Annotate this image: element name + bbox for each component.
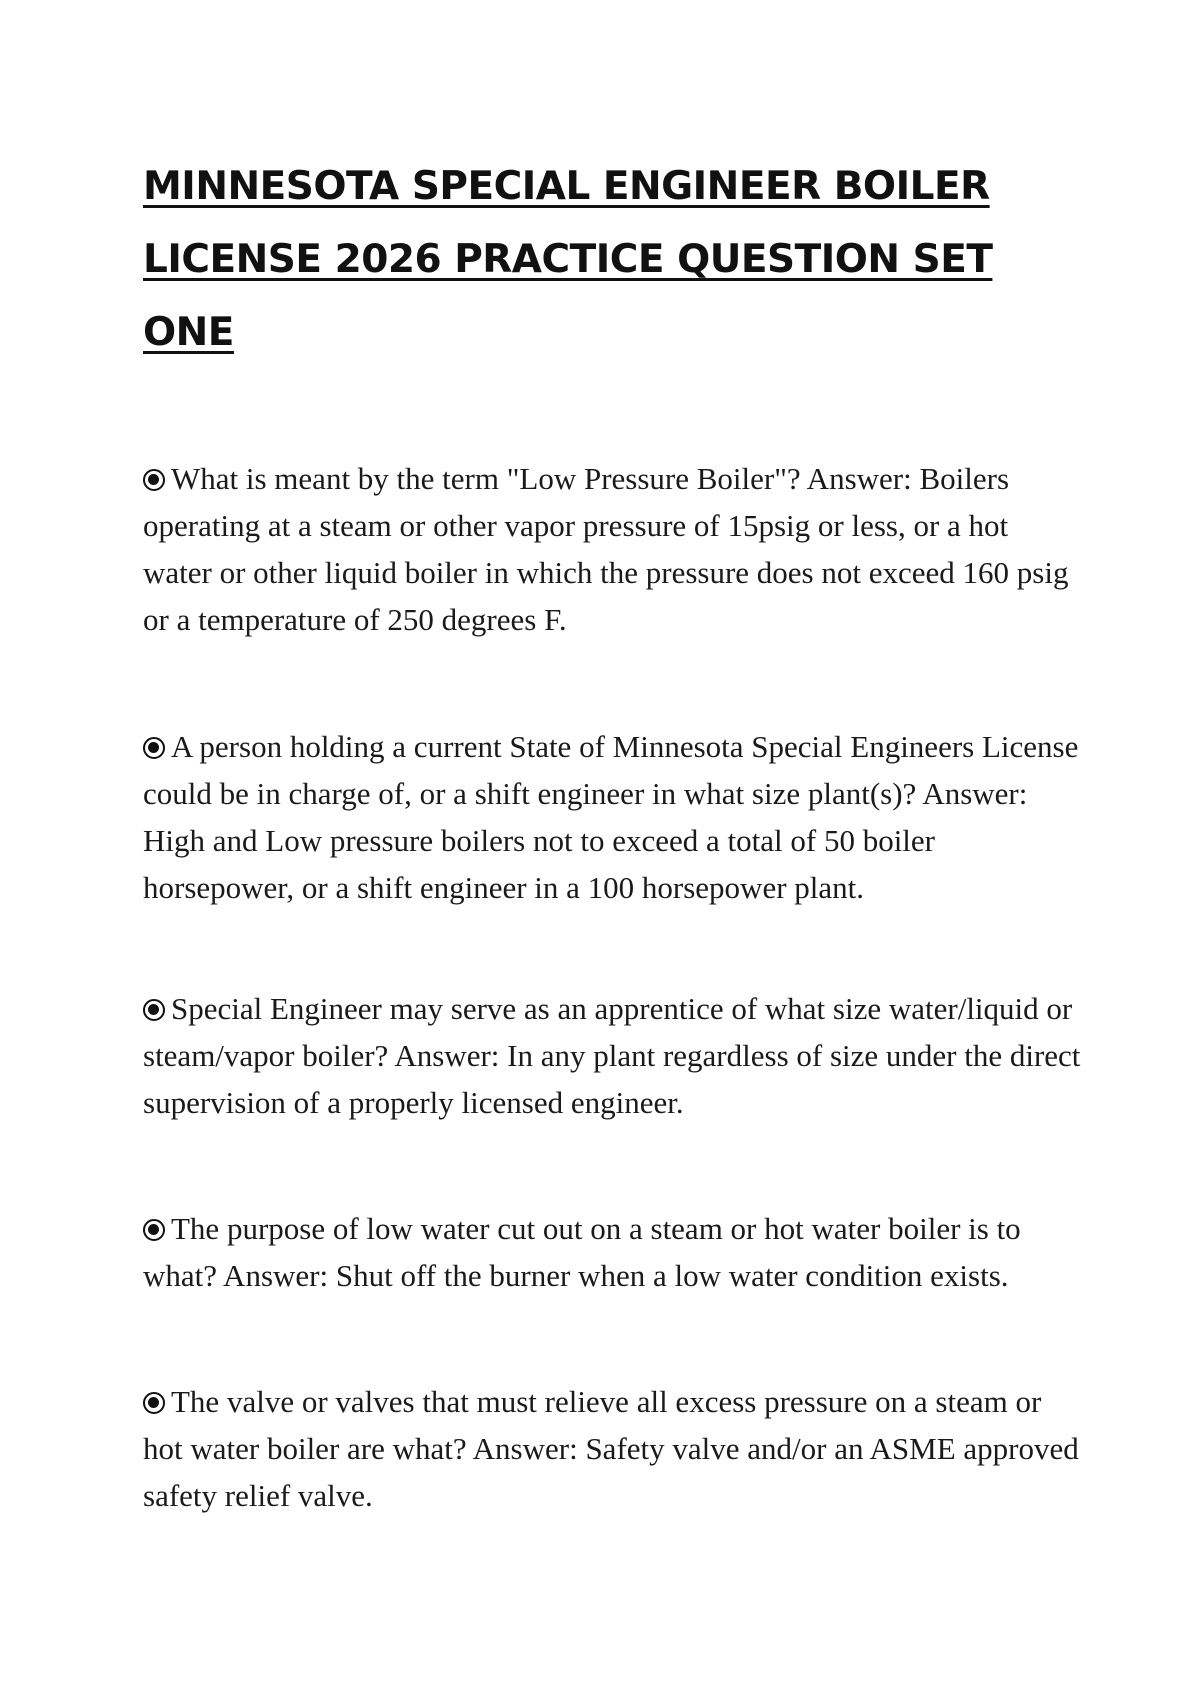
title-line-1: MINNESOTA SPECIAL ENGINEER BOILER [143,164,990,209]
radio-bullet-icon [143,737,165,759]
question-item [143,1205,1083,1299]
radio-bullet-icon [143,999,165,1021]
question-list [143,455,1083,1519]
question-text: Special Engineer may serve as an apprentice of what size water/liquid or steam/vapor boiler? Answer: In any plant regardless of size under the direct supervision of a properly licensed engineer. [143,991,1081,1120]
question-text: The valve or valves that must relieve all excess pressure on a steam or hot water boiler are what? Answer: Safety valve and/or an ASME approved safety relief valve. [143,1384,1079,1513]
document-title [143,150,1083,369]
question-item [143,455,1083,643]
document-page [143,150,1083,1599]
question-item [143,1378,1083,1519]
title-line-2: LICENSE 2026 PRACTICE QUESTION SET ONE [143,237,993,355]
question-item [143,985,1083,1126]
question-text: The purpose of low water cut out on a steam or hot water boiler is to what? Answer: Shut off the burner when a low water condition exists. [143,1211,1021,1293]
question-text: A person holding a current State of Minnesota Special Engineers License could be in charge of, or a shift engineer in what size plant(s)? Answer: High and Low pressure boilers not to exceed a total of 50 boiler horsepower, or a shift engineer in a 100 horsepower plant. [143,729,1079,905]
question-item [143,723,1083,911]
radio-bullet-icon [143,469,165,491]
radio-bullet-icon [143,1219,165,1241]
radio-bullet-icon [143,1392,165,1414]
question-text: What is meant by the term "Low Pressure Boiler"? Answer: Boilers operating at a steam or other vapor pressure of 15psig or less, or a hot water or other liquid boiler in which the pressure does not exceed 160 psig or a temperature of 250 degrees F. [143,461,1069,637]
